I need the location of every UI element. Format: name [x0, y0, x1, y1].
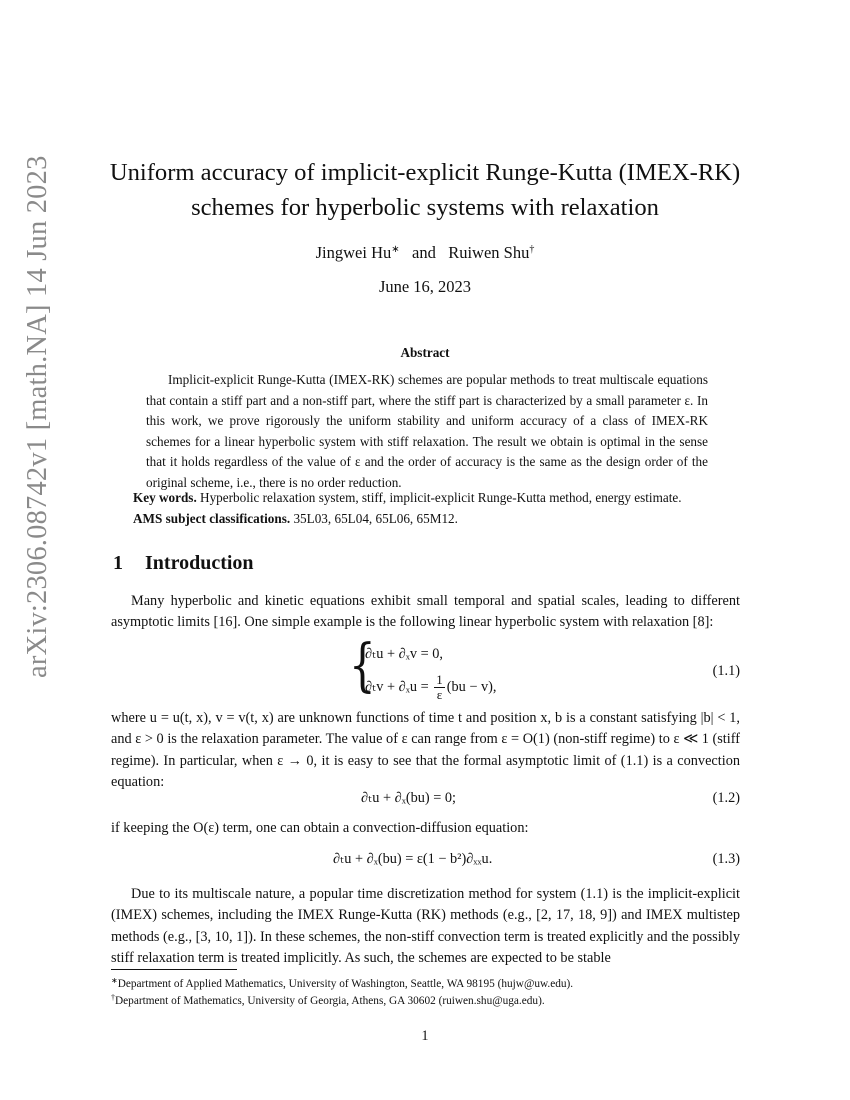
equation-1-1-rhs: (bu − v),: [446, 678, 497, 695]
equation-1-1-tag[interactable]: (1.1): [712, 663, 740, 679]
equation-1-3: [111, 851, 740, 871]
author-list: [100, 243, 750, 263]
equation-1-2-body: ∂ₜu + ∂ₓ(bu) = 0;: [361, 790, 457, 806]
arxiv-id[interactable]: arXiv:2306.08742v1 [math.NA] 14 Jun 2023: [22, 155, 53, 678]
keywords-text: Hyperbolic relaxation system, stiff, implicit-explicit Runge-Kutta method, energy estimate.: [200, 490, 682, 505]
abstract-heading: Abstract: [400, 345, 450, 360]
equation-1-2: [111, 790, 740, 810]
fraction-numerator: 1: [436, 672, 443, 687]
section-title: Introduction: [145, 552, 254, 574]
left-brace: {: [349, 631, 376, 698]
paper-date: June 16, 2023: [378, 277, 472, 296]
keywords-line: [133, 487, 733, 508]
author-conjunction: and: [412, 243, 436, 262]
fraction-denominator: ε: [436, 687, 443, 702]
footnote-rule: [111, 969, 237, 970]
intro-paragraph-4: Due to its multiscale nature, a popular time discretization method for system (1.1) is the implicit-explicit (IMEX) schemes, including the IMEX Runge-Kutta (RK) methods (e.g., [2, 17, 18, 9]) and IMEX multistep methods (e.g., [3, 10, 1]). In these schemes, the non-stiff convection term is treated explicitly and the possibly stiff relaxation term is treated implicitly. As such, the schemes are expected to be stable: [111, 886, 740, 966]
section-heading: [113, 552, 254, 575]
footnote-2: [111, 989, 740, 1010]
equation-1-1: [111, 631, 740, 703]
paper-title: [100, 155, 750, 225]
footnote-1-mark: ∗: [111, 976, 118, 985]
author-1-footnote-mark[interactable]: ∗: [391, 244, 400, 255]
intro-paragraph-2: where u = u(t, x), v = v(t, x) are unknown functions of time t and position x, b is a constant satisfying |b| < 1, and ε > 0 is the relaxation parameter. The value of ε can range from ε = O(1) (non-stiff regime) to ε ≪ 1 (stiff regime). In particular, when ε → 0, it is easy to see that the formal asymptotic limit of (1.1) is a convection equation:: [111, 710, 740, 790]
ams-line: [133, 508, 733, 529]
author-1: Jingwei Hu: [315, 243, 392, 262]
intro-paragraph-1: Many hyperbolic and kinetic equations exhibit small temporal and spatial scales, leading to different asymptotic limits [16]. One simple example is the following linear hyperbolic system with relaxation [8]:: [111, 593, 740, 631]
author-2-footnote-mark[interactable]: †: [529, 244, 535, 255]
keywords-block: [133, 487, 733, 529]
author-2: Ruiwen Shu: [448, 243, 530, 262]
footnote-2-mark: †: [111, 993, 115, 1002]
page-number: 1: [421, 1028, 429, 1044]
abstract-text: Implicit-explicit Runge-Kutta (IMEX-RK) schemes are popular methods to treat multiscale equations that contain a stiff part and a non-stiff part, where the stiff part is characterized by a small parameter ε. In this work, we prove rigorously the uniform stability and uniform accuracy of a class of IMEX-RK schemes for a linear hyperbolic system with stiff relaxation. The result we obtain is optimal in the sense that it holds regardless of the value of ε and the order of accuracy is the same as the design order of the original scheme, i.e., there is no order reduction.: [146, 372, 708, 490]
equation-1-3-body: ∂ₜu + ∂ₓ(bu) = ε(1 − b²)∂ₓₓu.: [333, 851, 493, 867]
equation-1-1-line-2: [365, 673, 496, 702]
equation-1-3-tag[interactable]: (1.3): [712, 851, 740, 867]
footnote-1-text: Department of Applied Mathematics, University of Washington, Seattle, WA 98195 (hujw@uw.edu).: [117, 978, 574, 990]
equation-1-2-tag[interactable]: (1.2): [712, 790, 740, 806]
footnote-2-text: Department of Mathematics, University of Georgia, Athens, GA 30602 (ruiwen.shu@uga.edu).: [115, 995, 545, 1007]
equation-1-1-line-1: ∂ₜu + ∂ₓv = 0,: [365, 646, 443, 662]
title-line-1: Uniform accuracy of implicit-explicit Runge-Kutta (IMEX-RK): [109, 159, 741, 186]
equation-1-1-lhs: ∂ₜv + ∂ₓu =: [365, 678, 429, 695]
fraction: [434, 673, 445, 702]
intro-paragraph-3: if keeping the O(ε) term, one can obtain a convection-diffusion equation:: [111, 820, 529, 836]
section-number: 1: [113, 552, 123, 574]
title-line-2: schemes for hyperbolic systems with relaxation: [191, 194, 659, 221]
ams-label: AMS subject classifications.: [133, 511, 291, 526]
keywords-label: Key words.: [133, 490, 197, 505]
ams-text: 35L03, 65L04, 65L06, 65M12.: [293, 511, 458, 526]
